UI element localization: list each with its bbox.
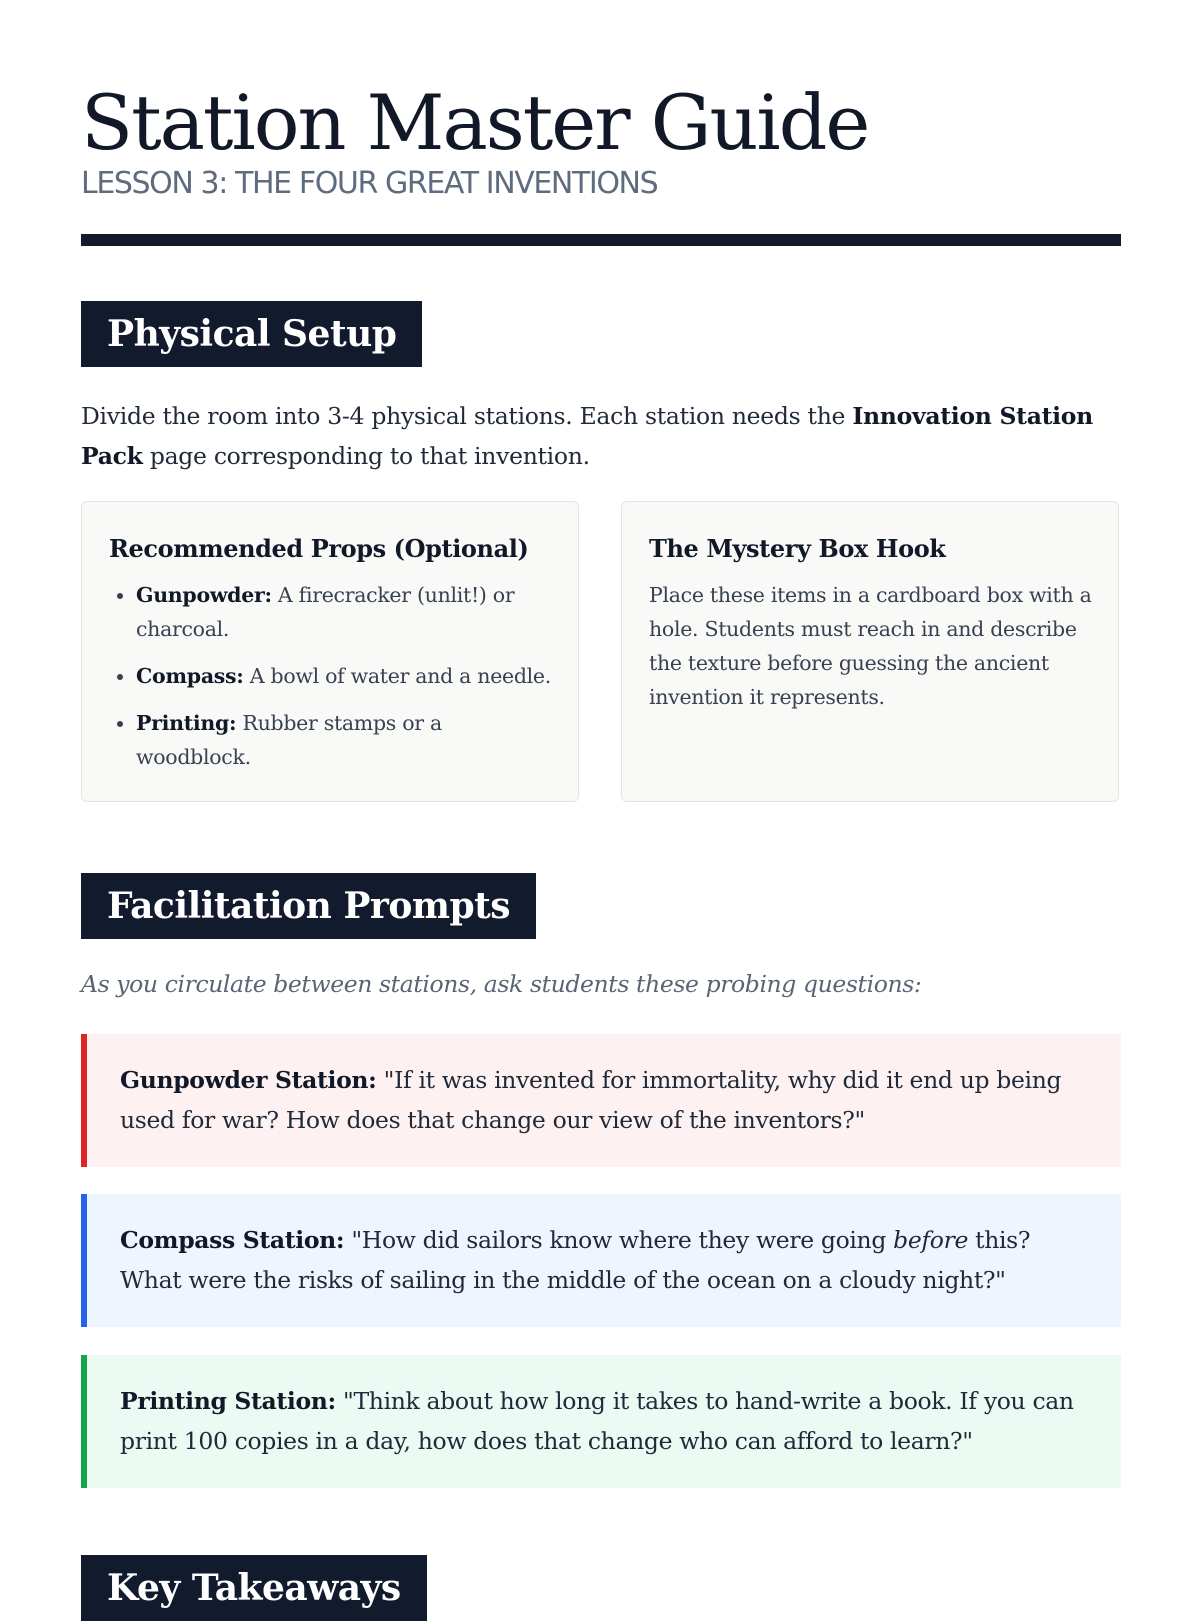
section-heading-key-takeaways: Key Takeaways: [81, 1555, 427, 1621]
list-item: [136, 706, 552, 774]
prompt-question: "If it was invented for immortality, why did it end up being used for war? How does that change our view of the inventors?": [120, 1066, 1062, 1134]
prompt-emphasis: before: [893, 1226, 969, 1254]
recommended-props-card: [81, 501, 579, 802]
list-item: [136, 578, 552, 646]
physical-setup-intro: [81, 396, 1121, 476]
mystery-box-hook-title: The Mystery Box Hook: [649, 534, 946, 563]
prop-label: Gunpowder:: [136, 583, 272, 607]
prop-text: Rubber stamps or a woodblock.: [136, 711, 442, 769]
prop-label: Printing:: [136, 711, 237, 735]
facilitation-lead-in: As you circulate between stations, ask students these probing questions:: [81, 970, 922, 998]
intro-text-end: page corresponding to that invention.: [142, 442, 590, 470]
list-item: [136, 659, 552, 693]
mystery-box-hook-text: Place these items in a cardboard box with a hole. Students must reach in and describe the texture before guessing the ancient invention it represents.: [649, 583, 1092, 709]
station-label: Compass Station:: [120, 1226, 345, 1254]
section-heading-facilitation-prompts: Facilitation Prompts: [81, 873, 536, 939]
recommended-props-title: Recommended Props (Optional): [109, 534, 529, 563]
recommended-props-list: [109, 578, 552, 774]
title-divider: [81, 234, 1121, 246]
prop-label: Compass:: [136, 664, 244, 688]
intro-text-start: Divide the room into 3-4 physical stations. Each station needs the: [81, 402, 853, 430]
station-label: Gunpowder Station:: [120, 1066, 377, 1094]
prop-text: A bowl of water and a needle.: [243, 664, 551, 688]
prop-text: A firecracker (unlit!) or charcoal.: [136, 583, 515, 641]
compass-station-prompt: [81, 1194, 1121, 1327]
prompt-question-start: "How did sailors know where they were going: [344, 1226, 894, 1254]
gunpowder-station-prompt: [81, 1034, 1121, 1167]
printing-station-prompt: [81, 1355, 1121, 1488]
document-subtitle: LESSON 3: THE FOUR GREAT INVENTIONS: [81, 166, 658, 201]
station-label: Printing Station:: [120, 1387, 336, 1415]
mystery-box-hook-card: [621, 501, 1119, 802]
prompt-question: "Think about how long it takes to hand-write a book. If you can print 100 copies in a day, how does that change who can afford to learn?": [120, 1387, 1074, 1455]
innovation-station-pack-label: Innovation Station Pack: [81, 402, 1093, 470]
prompt-question-end: this? What were the risks of sailing in the middle of the ocean on a cloudy night?": [120, 1226, 1031, 1294]
document-title: Station Master Guide: [81, 78, 869, 167]
section-heading-physical-setup: Physical Setup: [81, 301, 422, 367]
